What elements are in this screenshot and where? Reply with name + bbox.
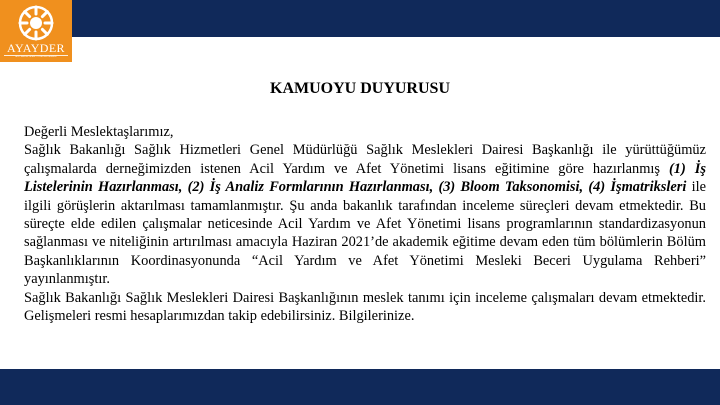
announcement-body <box>24 123 706 325</box>
logo-tagline-text: ACİL YARDIM VE AFET YÖNETİMİ DERNEĞİ <box>15 56 57 58</box>
paragraph-2: Sağlık Bakanlığı Sağlık Meslekleri Dairesi Başkanlığının meslek tanımı için inceleme çalışmaları devam etmektedir. Gelişmeleri resmi hesaplarımızdan takip edebilirsiniz. Bilgilerinize. <box>24 289 706 325</box>
rescue-wheel-icon <box>17 4 55 42</box>
paragraph-1 <box>24 141 706 288</box>
footer-bar <box>0 369 720 405</box>
page-title: KAMUOYU DUYURUSU <box>270 80 450 97</box>
greeting: Değerli Meslektaşlarımız, <box>24 124 174 140</box>
ayayder-logo <box>0 0 72 62</box>
logo-tagline <box>4 55 68 58</box>
paragraph-1-end: ile ilgili görüşlerin aktarılması tamamlanmıştır. Şu anda bakanlık tarafından inceleme süreçleri devam etmektedir. Bu süreçte elde edilen çalışmalar neticesinde Acil Yardım ve Afet Yönetimi lisans programlarının standardizasyonun sağlanması ve niteliğinin artırılması amacıyla Haziran 2021’de akademik eğitime devam eden tüm bölümlerin Bölüm Başkanlıklarının Koordinasyonunda “Acil Yardım ve Afet Yönetimi Mesleki Beceri Uygulama Rehberi” yayınlanmıştır. <box>24 179 707 288</box>
emphasized-topics: (1) İş Listelerinin Hazırlanması, (2) İş Analiz Formlarının Hazırlanması, (3) Bloom Taksonomisi, (4) İşmatriksleri <box>24 160 706 196</box>
paragraph-1-start: Sağlık Bakanlığı Sağlık Hizmetleri Genel Müdürlüğü Sağlık Meslekleri Dairesi Başkanlığı ile yürüttüğümüz çalışmalarda derneğimizden istenen Acil Yardım ve Afet Yönetimi lisans eğitimine göre hazırlanmış <box>24 142 706 177</box>
header-bar <box>0 0 720 37</box>
logo-name: AYAYDER <box>7 41 65 55</box>
